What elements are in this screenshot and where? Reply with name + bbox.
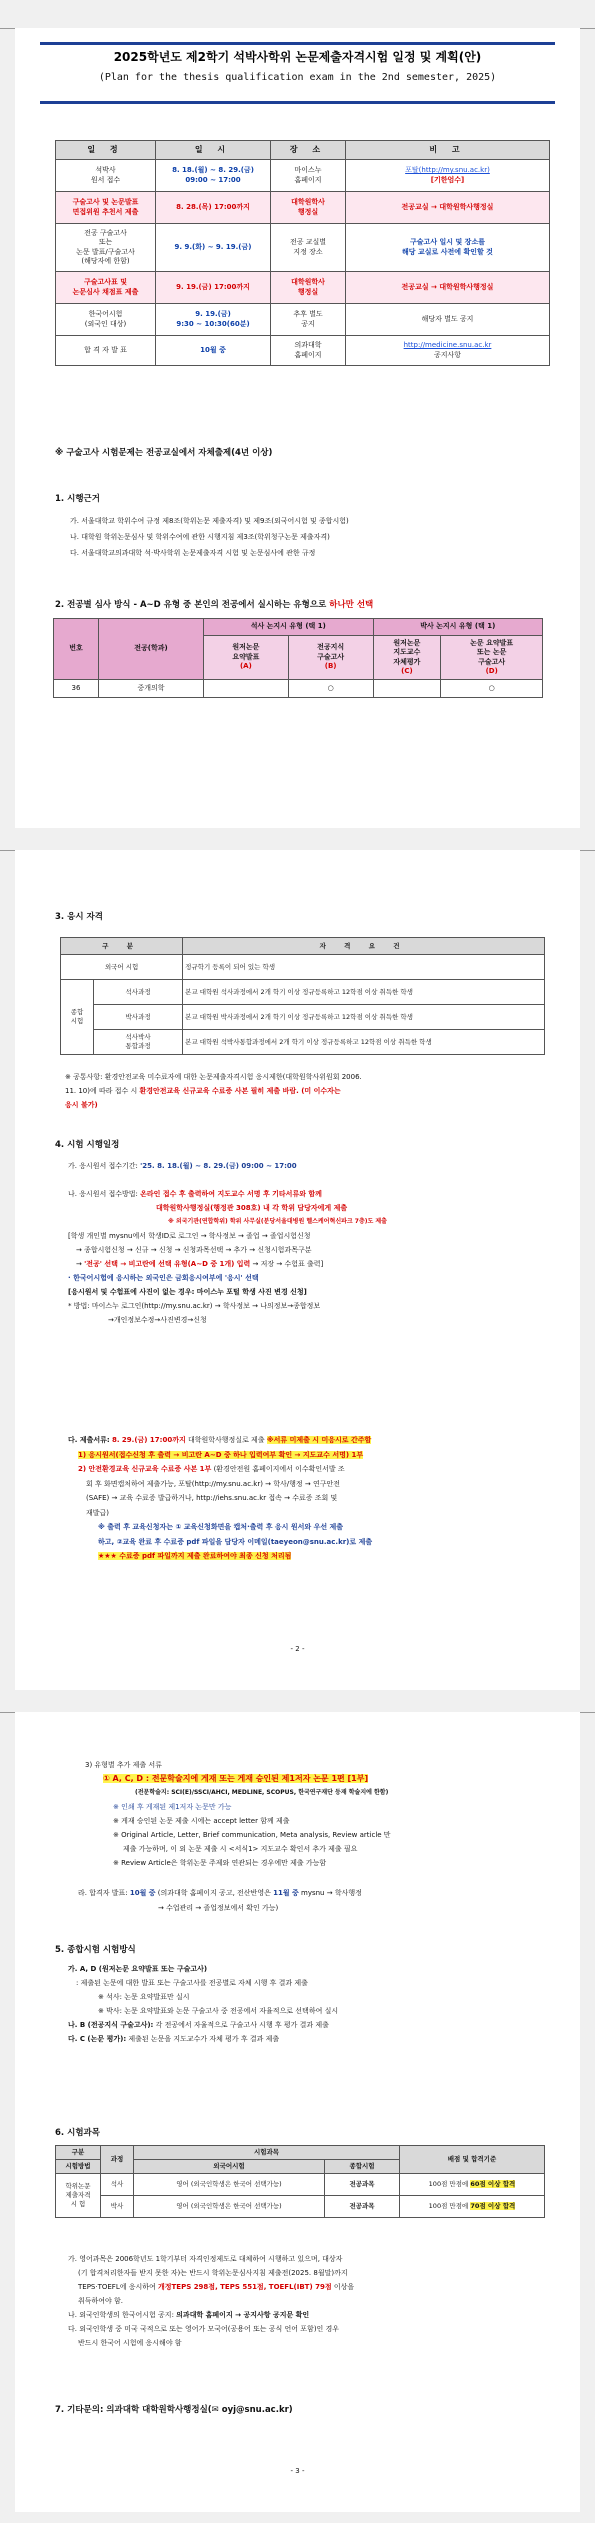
sched-place: 대학원학사 행정실 [271, 272, 346, 304]
row-major: 중개의학 [99, 680, 204, 698]
qual-note: ※ 공통사항: 환경안전교육 미수료자에 대한 논문제출자격시험 응시제한(대학원학사위원회 2006. 11. 10)에 따라 접수 시 환경안전교육 신규교육 수료증 사본 필히 제출 바람. (미 이수자는 응시 불가) [65, 1073, 362, 1109]
sched-date: 9. 19.(금) 9:30 ~ 10:30(60분) [156, 304, 271, 336]
col-header: 일 시 [156, 141, 271, 160]
oral-exam-note: ※ 구술고사 시험문제는 전공교실에서 자체출제(4년 이상) [55, 448, 273, 458]
page-number: - 2 - [290, 1645, 305, 1653]
comp: 전공과목 [325, 2196, 400, 2218]
sched-date: 8. 28.(목) 17:00까지 [156, 192, 271, 224]
documents-submit: 다. 제출서류: 8. 29.(금) 17:00까지 대학원학사행정실로 제출 ※서류 미제출 시 미응시로 간주함 1) 응시원서(접수신청 후 출력 → 비고란 A~D 중 하나 입력여부 확인 → 지도교수 서명) 1부 2) 안전환경교육 신규교육 수료증 사본 1부 (환경안전원 홈페이지에서 이수확인서발 조 회 후 화면캡처하여 제출가능, 포탈(http://my.snu.ac.kr) → 학사/행정 → 연구안전 (SAFE) → 교육 수료증 발급하거나, http://iehs.snu.ac.kr 접속 → 수료증 조회 및 재발급) ※ 출력 후 교육신청자는 ① 교육신청화면을 캡처·출력 후 응시 원서와 우선 제출 하고, ②교육 완료 후 수료증 pdf 파일을 담당자 이메일(taeyeon@snu.ac.kr)로 제출 ★★★ 수료증 pdf 파일까지 제출 완료하여야 최종 신청 처리됨 [68, 1436, 373, 1560]
foreign: 영어 (외국인학생은 한국어 선택가능) [134, 2174, 325, 2196]
page-number: - 3 - [290, 2467, 305, 2475]
h-score: 배점 및 합격기준 [400, 2146, 545, 2174]
schedule-table [55, 140, 550, 366]
qual-sub: 석사과정 [94, 980, 183, 1005]
sched-item: 석박사 원서 접수 [56, 160, 156, 192]
header-major: 전공(학과) [99, 619, 204, 680]
row-b: ○ [288, 680, 373, 698]
section-1-body: 가. 서울대학교 학위수여 규정 제8조(학위논문 제출자격) 및 제9조(외국어시험 및 종합시험) 나. 대학원 학위논문심사 및 학위수여에 관한 시행지침 제3조(학위청구논문 제출자격) 다. 서울대학교의과대학 석·박사학위 논문제출자격 시험 및 논문심사에 관한 규정 [70, 517, 349, 557]
course: 석사 [101, 2174, 134, 2196]
h-subject: 시험과목 [134, 2146, 400, 2160]
qual-req: 본교 대학원 박사과정에서 2개 학기 이상 정규등록하고 12학점 이상 취득한 학생 [183, 1005, 545, 1030]
qual-sub: 박사과정 [94, 1005, 183, 1030]
col-header: 일 정 [56, 141, 156, 160]
application-method: 나. 응시원서 접수방법: 온라인 접수 후 출력하여 지도교수 서명 후 기타서류와 함께 대학원학사행정실(행정관 308호) 내 각 학위 담당자에게 제출 ※ 외국기관(연합학위) 학위 사무실(분당서울대병원 헬스케어혁신파크 7층)도 제출 [학생 개인별 mysnu에서 학생ID로 로그인 → 학사정보 → 졸업 → 졸업시험신청 → 종합시험신청 → 신규 → 신청 → 신청과목선택 → 추가 → 신청시험과목구분 → '전공' 선택 → 비고란에 선택 유형(A~D 중 1개) 입력 → 저장 → 수험표 출력] · 한국어시험에 응시하는 외국인은 금회응시여부에 '응시' 선택 [응시원서 및 수험표에 사진이 없는 경우: 마이스누 포털 학생 사진 변경 신청] * 방법: 마이스누 로그인(http://my.snu.ac.kr) → 학사정보 → 나의정보→종합정보 →개인정보수정→사진변경→신청 [68, 1190, 387, 1324]
sched-place: 대학원학사 행정실 [271, 192, 346, 224]
type-a: 원저논문 요약발표 (A) [204, 636, 289, 680]
qual-cat: 외국어 시험 [61, 955, 183, 980]
sched-place: 추후 별도 공지 [271, 304, 346, 336]
section-4-title: 4. 시험 시행일정 [55, 1140, 120, 1150]
sched-item: 구술고사 및 논문발표 면접위원 추천서 제출 [56, 192, 156, 224]
sched-note: http://medicine.snu.ac.kr 공지사항 [346, 336, 550, 366]
section-5-body: 가. A, D (원저논문 요약발표 또는 구술고사) : 제출된 논문에 대한 발표 또는 구술고사를 전공별로 자체 시행 후 결과 제출 ※ 석사: 논문 요약발표만 실시 ※ 박사: 논문 요약발표와 논문 구술고사 중 전공에서 자율적으로 선택하여 실시 나. B (전공지식 구술고사): 각 전공에서 자율적으로 구술고사 시행 후 평가 결과 제출 다. C (논문 평가): 제출된 논문을 지도교수가 자체 평가 후 결과 제출 [68, 1965, 339, 2043]
sched-date: 10월 중 [156, 336, 271, 366]
crop-mark [0, 850, 15, 851]
sched-date: 9. 19.(금) 17:00까지 [156, 272, 271, 304]
medicine-link[interactable]: http://medicine.snu.ac.kr [403, 341, 492, 350]
sched-note: 전공교실 → 대학원학사행정실 [346, 192, 550, 224]
type-b: 전공지식 구술고사 (B) [288, 636, 373, 680]
h-gubun: 구분 [56, 2146, 101, 2160]
course: 박사 [101, 2196, 134, 2218]
qual-header-req: 자 격 요 건 [183, 938, 545, 955]
qualification-table [60, 937, 545, 1055]
crop-mark [580, 850, 595, 851]
sched-note: 구술고사 일시 및 장소를 해당 교실로 사전에 확인할 것 [346, 224, 550, 272]
section-6-notes: 가. 영어과목은 2006학년도 1학기부터 자격인정제도로 대체하여 시행하고 있으며, 대상자 (기 합격처리한자들 받지 못한 자)는 반드시 학위논문심사지침 제출전(2025. 8월말)까지 TEPS·TOEFL에 응시하여 개정TEPS 298점, TEPS 551점, TOEFL(IBT) 79점 이상을 취득하여야 함. 나. 외국인학생의 한국어시험 공지: 의과대학 홈페이지 → 공지사항 공지문 확인 다. 외국인학생 중 미국 국적으로 또는 영어가 모국어(공용어 또는 공식 언어 포함)인 경우 반드시 한국어 시험에 응시해야 함 [68, 2255, 355, 2347]
section-5-title: 5. 종합시험 시험방식 [55, 1945, 136, 1955]
application-period: 가. 응시원서 접수기간: '25. 8. 18.(월) ~ 8. 29.(금) 09:00 ~ 17:00 [68, 1162, 297, 1170]
sched-item: 한국어시험 (외국인 대상) [56, 304, 156, 336]
h-foreign: 외국어시험 [134, 2160, 325, 2174]
sched-date: 8. 18.(월) ~ 8. 29.(금) 09:00 ~ 17:00 [156, 160, 271, 192]
h-exam: 시험방법 [56, 2160, 101, 2174]
result-announcement: 라. 합격자 발표: 10월 중 (의과대학 홈페이지 공고, 전산반영은 11월 중 mysnu → 학사행정 → 수업관리 → 졸업정보에서 확인 가능) [78, 1889, 362, 1912]
subject-table [55, 2145, 545, 2218]
sched-item: 전공 구술고사 또는 논문 발표/구술고사 (해당자에 한함) [56, 224, 156, 272]
row-a [204, 680, 289, 698]
type-d: 논문 요약발표 또는 논문 구술고사 (D) [441, 636, 543, 680]
section-6-title: 6. 시험과목 [55, 2128, 100, 2138]
header-no: 번호 [54, 619, 99, 680]
crop-mark [580, 28, 595, 29]
type-c: 원저논문 지도교수 자체평가 (C) [373, 636, 441, 680]
document-title [40, 42, 555, 104]
qual-header-type: 구 분 [61, 938, 183, 955]
sched-date: 9. 9.(화) ~ 9. 19.(금) [156, 224, 271, 272]
sched-note: 포탈(http://my.snu.ac.kr) [기한엄수] [346, 160, 550, 192]
portal-link[interactable]: 포탈(http://my.snu.ac.kr) [405, 166, 490, 175]
qual-req: 본교 대학원 석박사통합과정에서 2개 학기 이상 정규등록하고 12학점 이상 취득한 학생 [183, 1030, 545, 1055]
row-label: 학위논문 제출자격 시 험 [56, 2174, 101, 2218]
score: 100점 만점에 70점 이상 합격 [400, 2196, 545, 2218]
crop-mark [0, 1712, 15, 1713]
section-2-title: 2. 전공별 심사 방식 - A~D 유형 중 본인의 전공에서 실시하는 유형으로 하나만 선택 [55, 600, 374, 610]
sched-item: 합 격 자 발 표 [56, 336, 156, 366]
foreign: 영어 (외국인학생은 한국어 선택가능) [134, 2196, 325, 2218]
h-comp: 종합시험 [325, 2160, 400, 2174]
qual-req: 정규학기 등록이 되어 있는 학생 [183, 955, 545, 980]
crop-mark [0, 28, 15, 29]
qual-cat: 종합 시험 [61, 980, 94, 1055]
sched-item: 구술고사표 및 논문심사 채점표 제출 [56, 272, 156, 304]
section-3-title: 3. 응시 자격 [55, 912, 103, 922]
row-c [373, 680, 441, 698]
sched-place: 의과대학 홈페이지 [271, 336, 346, 366]
qual-req: 본교 대학원 석사과정에서 2개 학기 이상 정규등록하고 12학점 이상 취득한 학생 [183, 980, 545, 1005]
extra-documents: 3) 유형별 추가 제출 서류 ① A, C, D : 전문학술지에 게재 또는 게재 승인된 제1저자 논문 1편 [1부] (전문학술지: SCI(E)/SSCI/AHCI, MEDLINE, SCOPUS, 한국연구재단 등재 학술지에 한함) ※ 인쇄 후 게재된 제1저자 논문만 가능 ※ 게재 승인된 논문 제출 시에는 accept letter 함께 제출 ※ Original Article, Letter, Brief communication, Meta analysis, Review article 만 제출 가능하며, 이 외 논문 제출 시 <서식1> 지도교수 확인서 추가 제출 필요 ※ Review Article은 학위논문 주제와 연관되는 경우에만 제출 가능함 [85, 1761, 391, 1867]
col-header: 비 고 [346, 141, 550, 160]
score: 100점 만점에 60점 이상 합격 [400, 2174, 545, 2196]
section-7-contact: 7. 기타문의: 의과대학 대학원학사행정실(✉ oyj@snu.ac.kr) [55, 2405, 293, 2415]
row-no: 36 [54, 680, 99, 698]
sched-place: 마이스누 홈페이지 [271, 160, 346, 192]
comp: 전공과목 [325, 2174, 400, 2196]
qual-sub: 석사박사 통합과정 [94, 1030, 183, 1055]
title-english: (Plan for the thesis qualification exam in the 2nd semester, 2025) [98, 72, 497, 84]
title-korean: 2025학년도 제2학기 석박사학위 논문제출자격시험 일정 및 계획(안) [113, 50, 482, 64]
sched-note: 전공교실 → 대학원학사행정실 [346, 272, 550, 304]
header-phd: 박사 논지시 유형 (택 1) [373, 619, 543, 636]
evaluation-type-table [53, 618, 543, 698]
row-d: ○ [441, 680, 543, 698]
sched-place: 전공 교실별 지정 장소 [271, 224, 346, 272]
section-1-title: 1. 시행근거 [55, 494, 100, 504]
sched-note: 해당자 별도 공지 [346, 304, 550, 336]
col-header: 장 소 [271, 141, 346, 160]
crop-mark [580, 1712, 595, 1713]
h-course: 과정 [101, 2146, 134, 2174]
header-masters: 석사 논지시 유형 (택 1) [204, 619, 374, 636]
